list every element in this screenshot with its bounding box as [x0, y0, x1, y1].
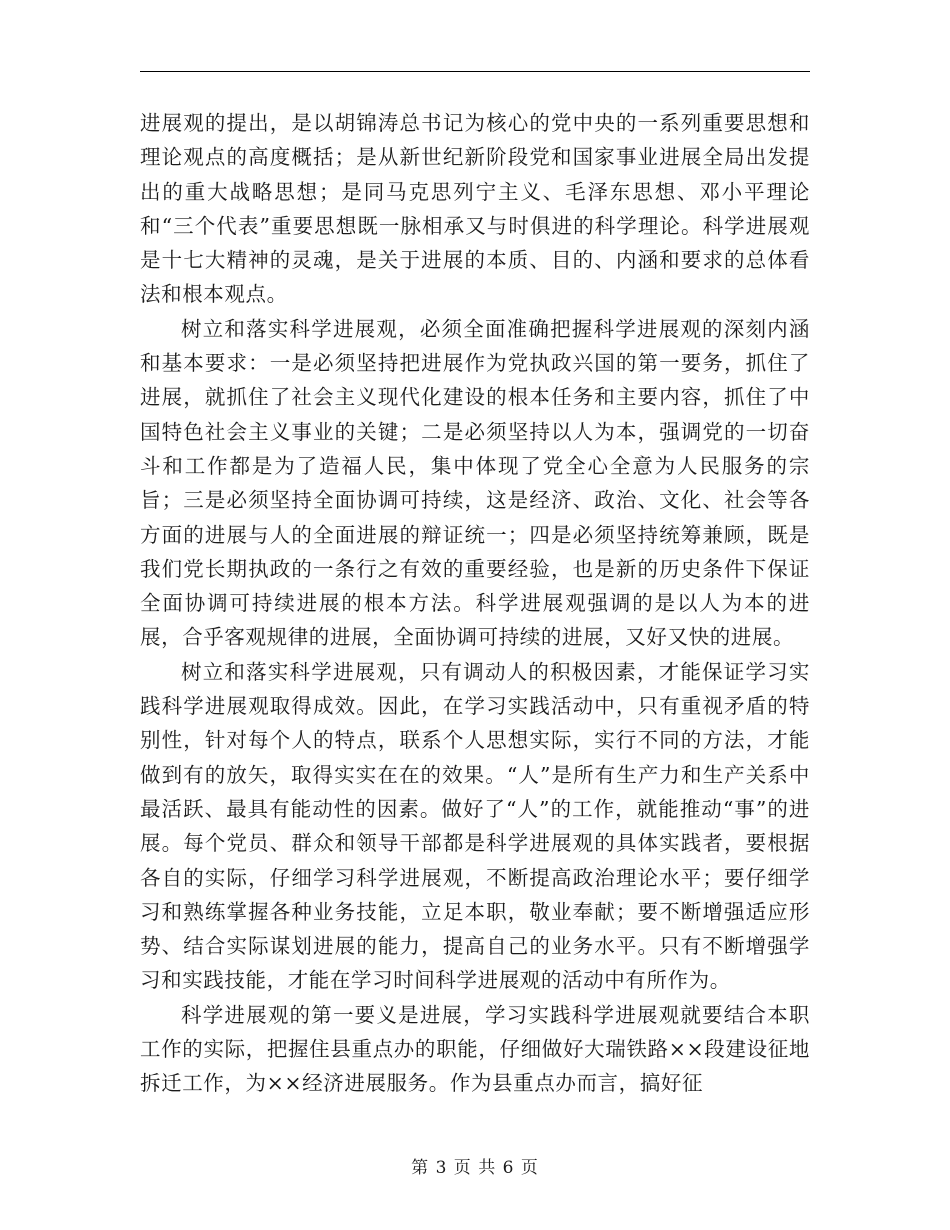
document-body — [140, 106, 810, 1101]
page-number-footer: 第 3 页 共 6 页 — [411, 1158, 539, 1178]
paragraph-3: 树立和落实科学进展观，只有调动人的积极因素，才能保证学习实践科学进展观取得成效。因此，在学习实践活动中，只有重视矛盾的特别性，针对每个人的特点，联系个人思想实际，实行不同的方法，才能做到有的放矢，取得实实在在的效果。“人”是所有生产力和生产关系中最活跃、最具有能动性的因素。做好了“人”的工作，就能推动“事”的进展。每个党员、群众和领导干部都是科学进展观的具体实践者，要根据各自的实际，仔细学习科学进展观，不断提高政治理论水平；要仔细学习和熟练掌握各种业务技能，立足本职，敬业奉献；要不断增强适应形势、结合实际谋划进展的能力，提高自己的业务水平。只有不断增强学习和实践技能，才能在学习时间科学进展观的活动中有所作为。 — [140, 659, 810, 993]
paragraph-1: 进展观的提出，是以胡锦涛总书记为核心的党中央的一系列重要思想和理论观点的高度概括；是从新世纪新阶段党和国家事业进展全局出发提出的重大战略思想；是同马克思列宁主义、毛泽东思想、邓小平理论和“三个代表”重要思想既一脉相承又与时俱进的科学理论。科学进展观是十七大精神的灵魂，是关于进展的本质、目的、内涵和要求的总体看法和根本观点。 — [140, 111, 810, 307]
paragraph-2: 树立和落实科学进展观，必须全面准确把握科学进展观的深刻内涵和基本要求：一是必须坚持把进展作为党执政兴国的第一要务，抓住了进展，就抓住了社会主义现代化建设的根本任务和主要内容，抓住了中国特色社会主义事业的关键；二是必须坚持以人为本，强调党的一切奋斗和工作都是为了造福人民，集中体现了党全心全意为人民服务的宗旨；三是必须坚持全面协调可持续，这是经济、政治、文化、社会等各方面的进展与人的全面进展的辩证统一；四是必须坚持统筹兼顾，既是我们党长期执政的一条行之有效的重要经验，也是新的历史条件下保证全面协调可持续进展的根本方法。科学进展观强调的是以人为本的进展，合乎客观规律的进展，全面协调可持续的进展，又好又快的进展。 — [140, 316, 810, 650]
paragraph-4: 科学进展观的第一要义是进展，学习实践科学进展观就要结合本职工作的实际，把握住县重点办的职能，仔细做好大瑞铁路××段建设征地拆迁工作，为××经济进展服务。作为县重点办而言，搞好征 — [140, 1002, 810, 1096]
header-rule — [140, 71, 810, 72]
